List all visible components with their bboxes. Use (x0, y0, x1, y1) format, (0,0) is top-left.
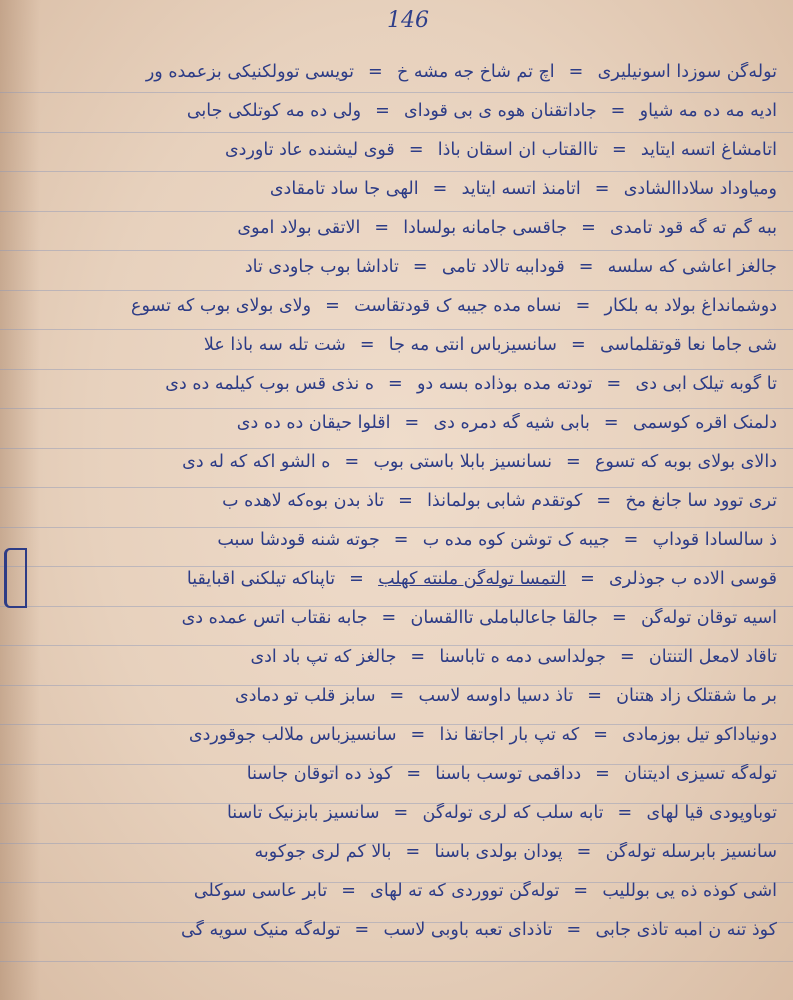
line-middle-part: تودته مده بوذاده بسه دو (416, 374, 593, 394)
line-left-part: جالغز که تپ باد ادی (250, 647, 397, 667)
equals-separator: = (393, 530, 409, 550)
line-right-part: ببه گم ته گه قود تامدی (610, 218, 777, 238)
manuscript-line (14, 140, 777, 160)
line-middle-part: جاداتقنان هوه ی بی قودای (404, 101, 597, 121)
manuscript-line (14, 803, 777, 823)
equals-separator: = (408, 140, 424, 160)
equals-separator: = (587, 686, 603, 706)
line-middle-part: جاقسی جامانه بولسادا (403, 218, 568, 238)
line-left-part: اقلوا حیقان ده ده دی (236, 413, 391, 433)
equals-separator: = (398, 491, 414, 511)
manuscript-line (14, 179, 777, 199)
line-left-part: سانسیز بابزنیک تاسنا (226, 803, 380, 823)
manuscript-line (14, 530, 777, 550)
line-right-part: اشی کوذه ذه یی بوللیب (602, 881, 777, 901)
line-right-part: توباوپودی قیا لهای (646, 803, 777, 823)
line-right-part: قوسی الاده ب جوذلری (609, 569, 777, 589)
line-right-part: اتامشاغ اتسه ایتاید (640, 140, 777, 160)
equals-separator: = (566, 452, 581, 472)
manuscript-line (14, 452, 777, 472)
manuscript-line (14, 725, 777, 745)
ruled-line (0, 171, 793, 172)
line-middle-part: اتامنذ اتسه ایتاید (461, 179, 581, 199)
equals-separator: = (596, 491, 612, 511)
equals-separator: = (341, 881, 357, 901)
ruled-line (0, 961, 793, 962)
equals-separator: = (617, 803, 633, 823)
manuscript-line (14, 608, 777, 628)
equals-separator: = (581, 218, 597, 238)
equals-separator: = (578, 257, 594, 277)
equals-separator: = (359, 335, 375, 355)
equals-separator: = (610, 101, 626, 121)
line-middle-part: نساه مده جیبه ک قودتقاست (354, 296, 562, 316)
line-right-part: کوذ تنه ن امبه تاذی جابی (595, 920, 777, 940)
manuscript-line (14, 920, 777, 940)
equals-separator: = (349, 569, 365, 589)
line-left-part: ه نذی قس بوب کیلمه ده دی (165, 374, 374, 394)
manuscript-line (14, 218, 777, 238)
ruled-line (0, 132, 793, 133)
ruled-line (0, 606, 793, 607)
manuscript-line (14, 842, 777, 862)
ruled-line (0, 408, 793, 409)
line-middle-part: سانسیزباس انتی مه جا (388, 335, 557, 355)
line-left-part: تاذ بدن بوه‌که لاهده ب (222, 491, 385, 511)
line-right-part: توله‌گن سوزدا اسونیلیری (597, 62, 777, 82)
equals-separator: = (580, 569, 596, 589)
manuscript-line (14, 335, 777, 355)
line-right-part: شی جاما نعا قوتقلماسی (599, 335, 777, 355)
line-left-part: تابر عاسی سوکلی (193, 881, 328, 901)
line-left-part: تاپناکه تیلکنی اقبایقیا (186, 569, 336, 589)
line-left-part: بالا کم لری جوکوبه (254, 842, 392, 862)
line-middle-part: التمسا توله‌گن ملنته کهلب (378, 569, 567, 589)
equals-separator: = (412, 257, 428, 277)
ruled-line (0, 369, 793, 370)
line-left-part: توله‌گه منیک سویه گی (181, 920, 341, 940)
ruled-line (0, 527, 793, 528)
line-right-part: ادیه مه ده مه شیاو (639, 101, 777, 121)
line-right-part: سانسیز بابرسله توله‌گن (605, 842, 777, 862)
line-right-part: تاقاد لامعل التنتان (648, 647, 777, 667)
manuscript-line (14, 296, 777, 316)
manuscript-line (14, 257, 777, 277)
line-right-part: اسیه توقان توله‌گن (640, 608, 777, 628)
equals-separator: = (623, 530, 639, 550)
line-middle-part: بابی شیه گه دمره دی (433, 413, 590, 433)
line-right-part: ذ سالسادا قوداپ (652, 530, 777, 550)
equals-separator: = (354, 920, 370, 940)
equals-separator: = (611, 140, 627, 160)
manuscript-line (14, 413, 777, 433)
ruled-line (0, 645, 793, 646)
equals-separator: = (375, 101, 391, 121)
line-middle-part: تاذ دسیا داوسه لاسب (418, 686, 574, 706)
equals-separator: = (393, 803, 409, 823)
line-right-part: دوشمانداغ بولاد به بلکار (604, 296, 777, 316)
line-left-part: سانسیزباس ملالب جوقوردی (188, 725, 397, 745)
line-right-part: توله‌گه تسیزی ادیتنان (624, 764, 777, 784)
manuscript-line (14, 491, 777, 511)
equals-separator: = (573, 881, 589, 901)
line-right-part: تا گوبه تیلک ابی دی (635, 374, 777, 394)
line-middle-part: جیبه ک توشن کوه مده ب (422, 530, 610, 550)
ruled-line (0, 566, 793, 567)
line-middle-part: جولداسی دمه ه تاباسنا (439, 647, 606, 667)
line-left-part: کوذ ده اتوقان جاسنا (246, 764, 393, 784)
line-right-part: دالای بولای بوبه که تسوع (594, 452, 777, 472)
equals-separator: = (406, 764, 422, 784)
line-middle-part: تاالقتاب ان اسقان باذا (437, 140, 598, 160)
equals-separator: = (619, 647, 635, 667)
manuscript-line (14, 374, 777, 394)
equals-separator: = (381, 608, 397, 628)
line-right-part: دونیاداکو تیل بوزمادی (622, 725, 777, 745)
line-right-part: بر ما شقتلک زاد هتنان (616, 686, 777, 706)
line-left-part: قوی لیشنده عاد تاوردی (224, 140, 395, 160)
line-middle-part: نسانسیز بابلا باستی بوب (373, 452, 553, 472)
line-right-part: دلمنک اقره کوسمی (632, 413, 777, 433)
equals-separator: = (410, 725, 426, 745)
manuscript-line (14, 569, 777, 589)
manuscript-line (14, 101, 777, 121)
line-left-part: سابز قلب تو دمادی (235, 686, 376, 706)
equals-separator: = (595, 764, 611, 784)
equals-separator: = (611, 608, 627, 628)
equals-separator: = (368, 62, 384, 82)
line-middle-part: قوداببه تالاد تامی (441, 257, 565, 277)
line-middle-part: تاذدای تعبه باوبی لاسب (383, 920, 553, 940)
line-left-part: شت تله سه باذا علا (203, 335, 346, 355)
equals-separator: = (389, 686, 405, 706)
equals-separator: = (405, 842, 421, 862)
equals-separator: = (594, 179, 610, 199)
ruled-line (0, 329, 793, 330)
line-left-part: تویسی توولکنیکی بزعمده ور (145, 62, 355, 82)
line-middle-part: اچ تم شاخ جه مشه خ (397, 62, 555, 82)
line-left-part: تاداشا بوب جاودی تاد (244, 257, 399, 277)
equals-separator: = (566, 920, 582, 940)
equals-separator: = (570, 335, 586, 355)
manuscript-line (14, 686, 777, 706)
equals-separator: = (374, 218, 390, 238)
page-number: 146 (387, 8, 429, 33)
line-right-part: تری توود سا جانغ مخ (625, 491, 777, 511)
line-middle-part: پودان بولدی باسنا (434, 842, 563, 862)
line-right-part: جالغز اعاشی که سلسه (607, 257, 777, 277)
line-left-part: الاتقی بولاد اموی (237, 218, 361, 238)
line-middle-part: جالقا جاعالباملی تاالقسان (410, 608, 598, 628)
line-middle-part: که تپ بار اجاتقا نذا (439, 725, 580, 745)
ruled-line (0, 487, 793, 488)
equals-separator: = (325, 296, 341, 316)
equals-separator: = (603, 413, 619, 433)
equals-separator: = (344, 452, 360, 472)
manuscript-line (14, 647, 777, 667)
line-middle-part: دداقمی توسب باسنا (435, 764, 582, 784)
line-middle-part: توله‌گن تووردی که ته لهای (370, 881, 560, 901)
equals-separator: = (410, 647, 426, 667)
equals-separator: = (576, 842, 592, 862)
equals-separator: = (568, 62, 584, 82)
equals-separator: = (575, 296, 591, 316)
ruled-line (0, 250, 793, 251)
manuscript-line (14, 764, 777, 784)
line-left-part: الهی جا ساد تامقادی (269, 179, 419, 199)
ruled-line (0, 448, 793, 449)
line-left-part: ولای بولای بوب که تسوع (131, 296, 312, 316)
manuscript-line (14, 881, 777, 901)
line-middle-part: تابه سلب که لری توله‌گن (422, 803, 604, 823)
line-right-part: ومیاوداد سلاداالشادی (623, 179, 777, 199)
line-left-part: جابه نقتاب اتس عمده دی (181, 608, 368, 628)
ruled-line (0, 92, 793, 93)
line-left-part: ولی ده مه کوتلکی جابی (186, 101, 362, 121)
equals-separator: = (404, 413, 420, 433)
ruled-line (0, 290, 793, 291)
manuscript-line (14, 62, 777, 82)
line-left-part: جوته شنه قودشا سبب (217, 530, 380, 550)
equals-separator: = (606, 374, 622, 394)
equals-separator: = (432, 179, 448, 199)
equals-separator: = (593, 725, 609, 745)
line-left-part: ه الشو اکه که له دی (182, 452, 331, 472)
line-middle-part: کوتقدم شابی بولمانذا (427, 491, 583, 511)
ruled-line (0, 211, 793, 212)
equals-separator: = (387, 374, 403, 394)
